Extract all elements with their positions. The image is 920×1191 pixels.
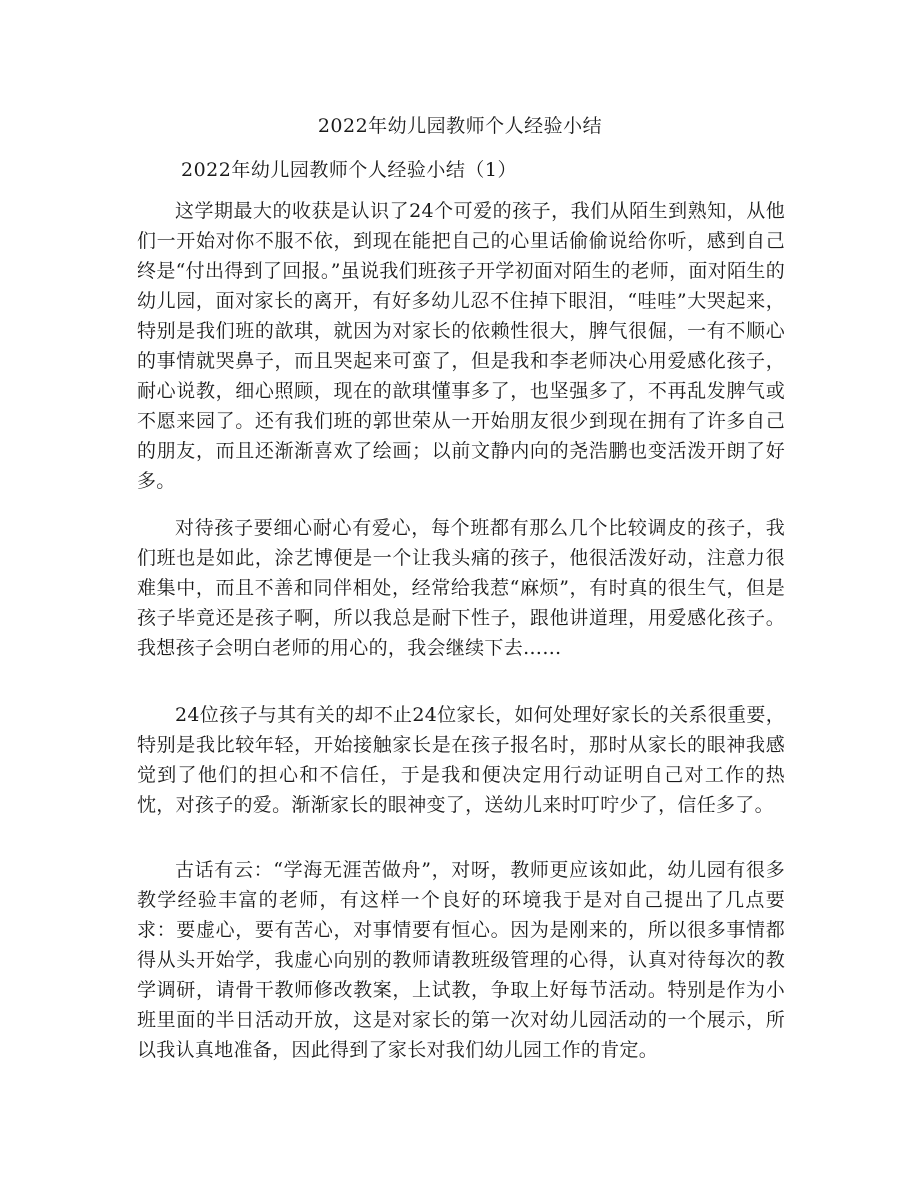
section-heading: 2022年幼儿园教师个人经验小结（1） bbox=[181, 159, 517, 181]
paragraph-3: 24位孩子与其有关的却不止24位家长，如何处理好家长的关系很重要，特别是我比较年轻，开始接触家长是在孩子报名时，那时从家长的眼神我感觉到了他们的担心和不信任，于是我和便决定用行动证明自己对工作的热忱，对孩子的爱。渐渐家长的眼神变了，送幼儿来时叮咛少了，信任多了。 bbox=[137, 704, 785, 816]
paragraph-1: 这学期最大的收获是认识了24个可爱的孩子，我们从陌生到熟知，从他们一开始对你不服不依，到现在能把自己的心里话偷偷说给你听，感到自己终是“付出得到了回报。”虽说我们班孩子开学初面对陌生的老师，面对陌生的幼儿园，面对家长的离开，有好多幼儿忍不住掉下眼泪，“哇哇”大哭起来，特别是我们班的歆琪，就因为对家长的依赖性很大，脾气很倔，一有不顺心的事情就哭鼻子，而且哭起来可蛮了，但是我和李老师决心用爱感化孩子，耐心说教，细心照顾，现在的歆琪懂事多了，也坚强多了，不再乱发脾气或不愿来园了。还有我们班的郭世荣从一开始朋友很少到现在拥有了许多自己的朋友，而且还渐渐喜欢了绘画；以前文静内向的尧浩鹏也变活泼开朗了好多。 bbox=[137, 200, 785, 492]
document-title: 2022年幼儿园教师个人经验小结 bbox=[317, 115, 603, 137]
paragraph-2: 对待孩子要细心耐心有爱心，每个班都有那么几个比较调皮的孩子，我们班也是如此，涂艺博便是一个让我头痛的孩子，他很活泼好动，注意力很难集中，而且不善和同伴相处，经常给我惹“麻烦”，有时真的很生气，但是孩子毕竟还是孩子啊，所以我总是耐下性子，跟他讲道理，用爱感化孩子。我想孩子会明白老师的用心的，我会继续下去…… bbox=[137, 517, 785, 659]
paragraph-4: 古话有云：“学海无涯苦做舟”，对呀，教师更应该如此，幼儿园有很多教学经验丰富的老师，有这样一个良好的环境我于是对自己提出了几点要求：要虚心，要有苦心，对事情要有恒心。因为是刚来的，所以很多事情都得从头开始学，我虚心向别的教师请教班级管理的心得，认真对待每次的教学调研，请骨干教师修改教案，上试教，争取上好每节活动。特别是作为小班里面的半日活动开放，这是对家长的第一次对幼儿园活动的一个展示，所以我认真地准备，因此得到了家长对我们幼儿园工作的肯定。 bbox=[137, 859, 785, 1061]
